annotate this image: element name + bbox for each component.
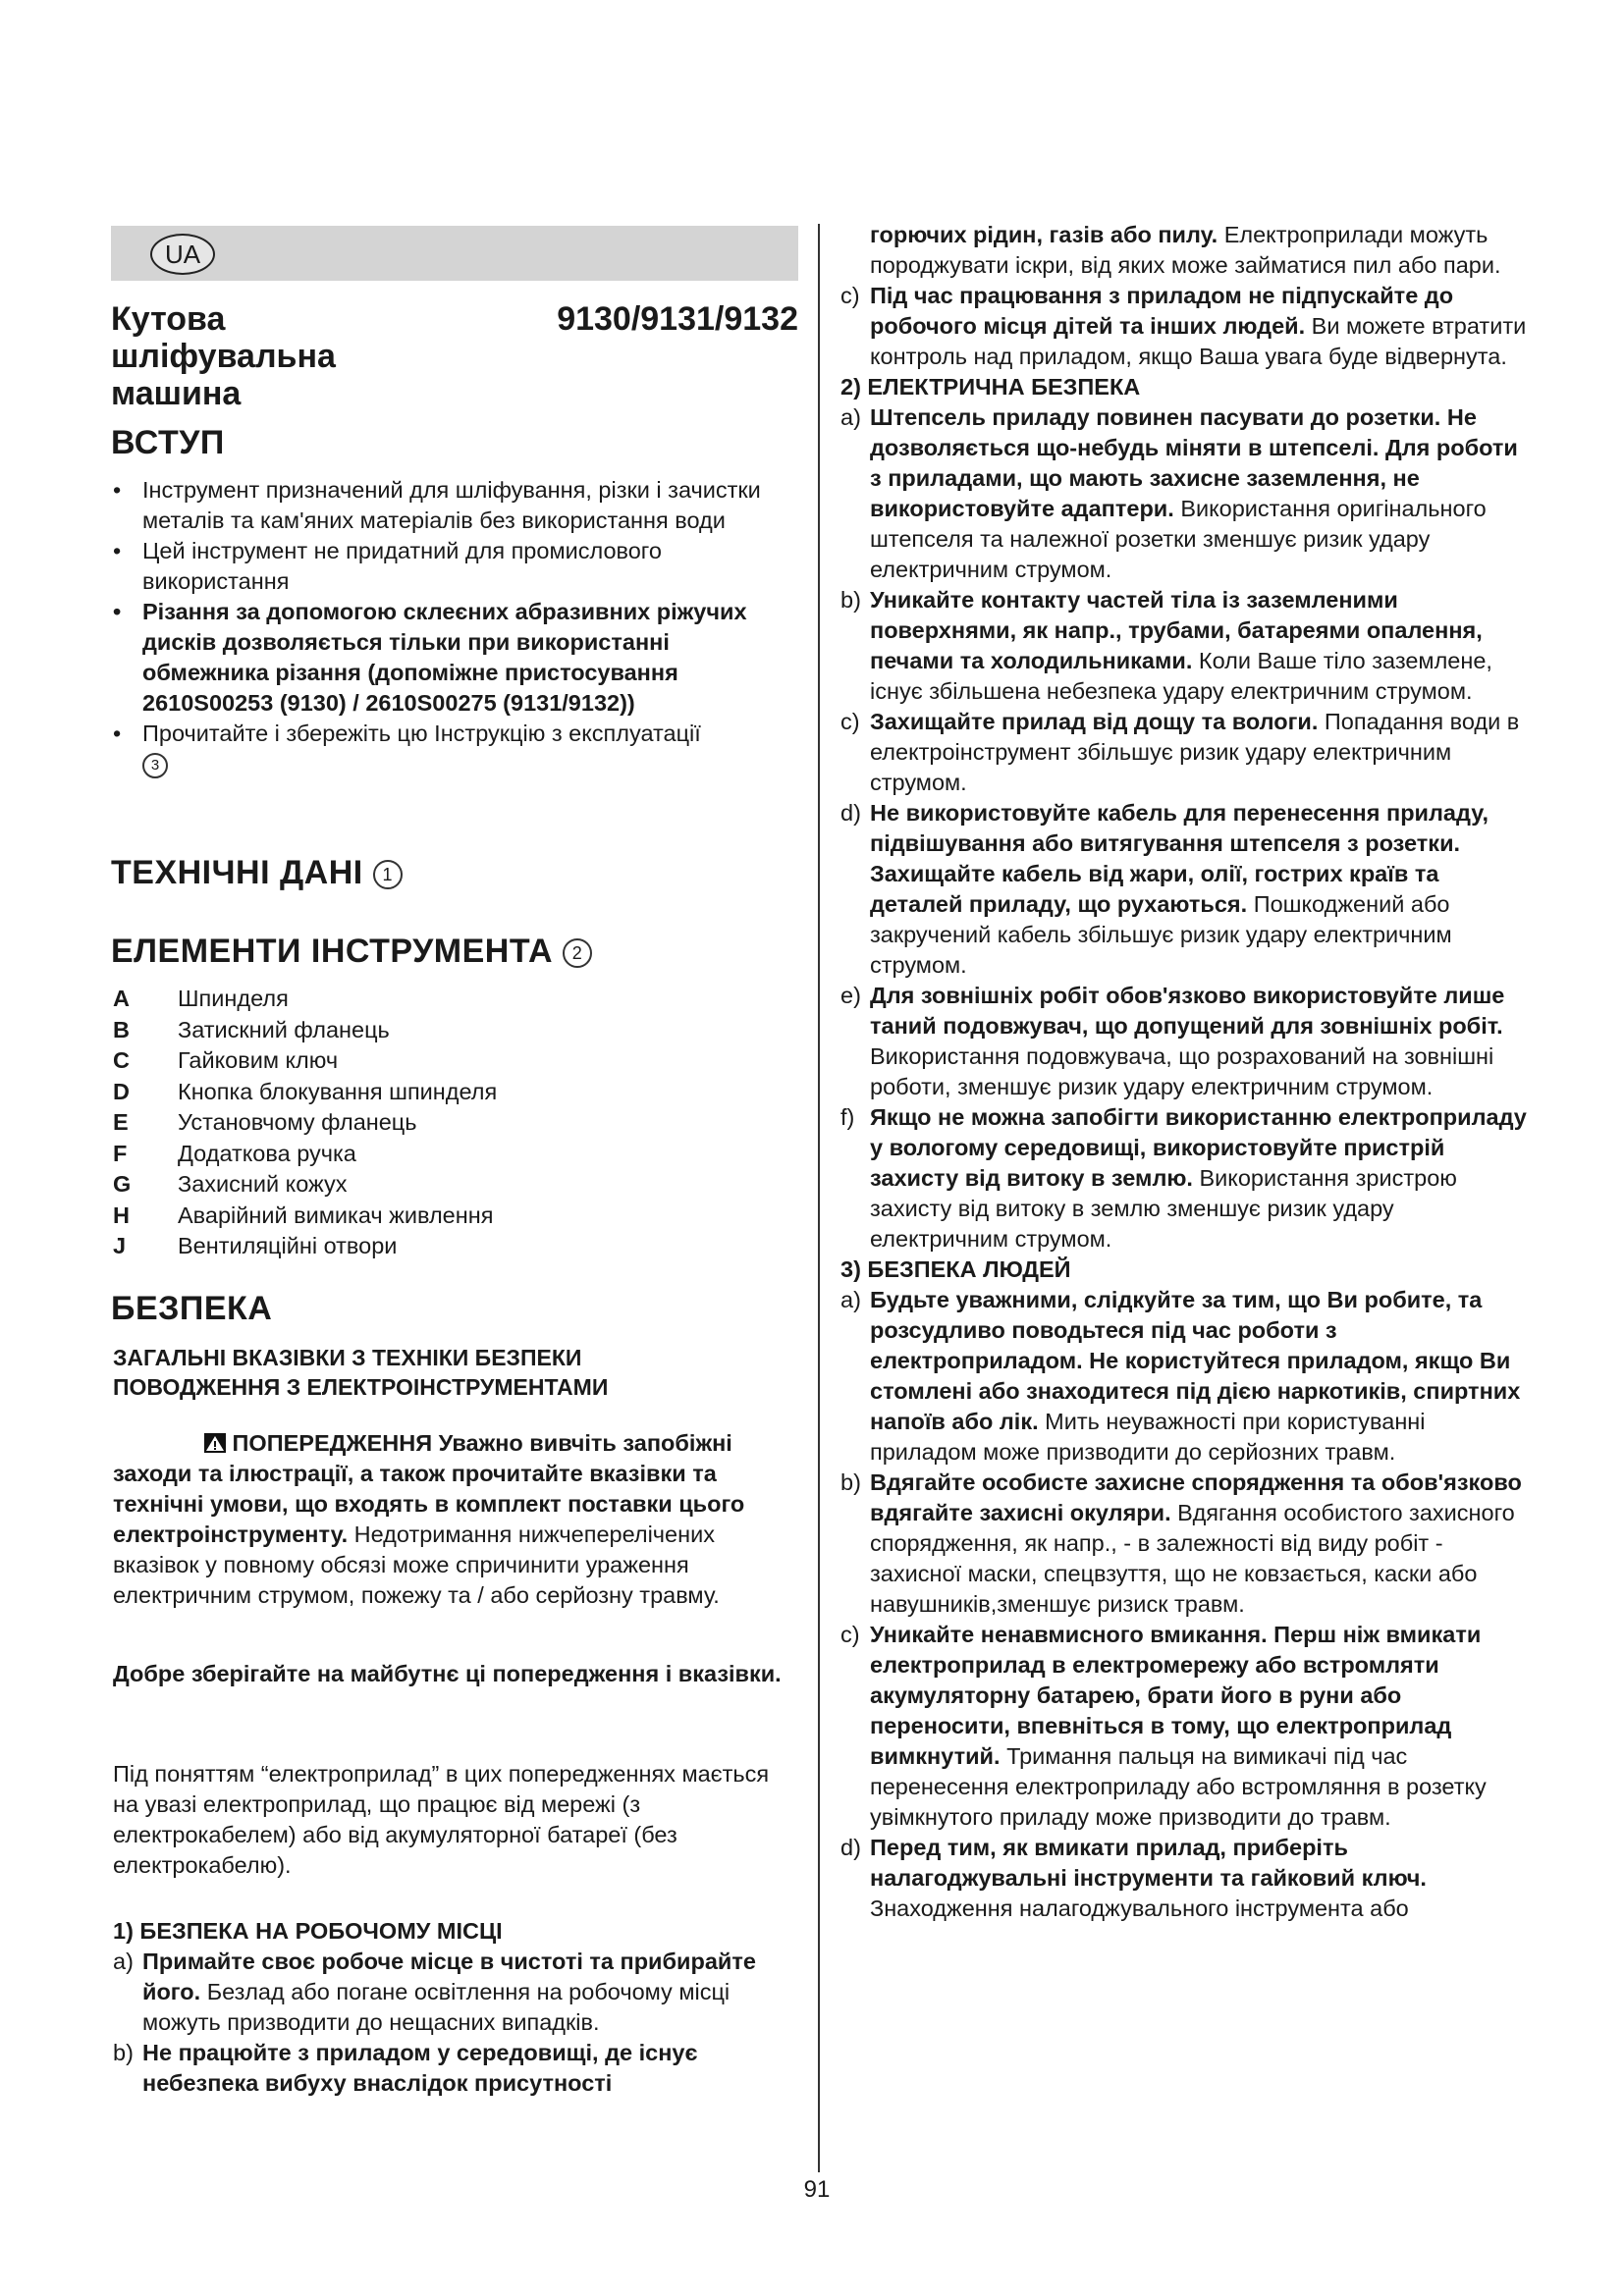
elements-list [113, 984, 790, 1262]
element-item: J Вентиляційні отвори [113, 1233, 398, 1258]
keep-instructions: Добре зберігайте на майбутнє ці попередження і вказівки. [113, 1661, 782, 1686]
tech-data-section [111, 854, 403, 892]
personal-item: b) Вдягайте особисте захисне спорядження та обов'язково вдягайте захисні окуляри. Вдягання особистого захисного спорядження, як напр., - в залежності від виду робіт - захисної маски, спецвзуття, що не ковзається, каски або навушників,зменшує ризиск травм. [840, 1469, 1522, 1617]
elements-section [111, 933, 592, 971]
warning-bold-text: Уважно вивчіть запобіжні заходи та ілюстрації, а також прочитайте вказівки та технічні умови, що входять в комплект поставки цього електроінструменту. [113, 1430, 745, 1547]
figure-ref-1: 1 [373, 860, 403, 889]
definition-text: Під поняттям “електроприлад” в цих попередженнях мається на увазі електроприлад, що працює від мережі (з електрокабелем) або від акумуляторної батареї (без електрокабелю). [113, 1761, 770, 1878]
language-badge: UA [150, 234, 215, 275]
work-area-item-a: a) Примайте своє робоче місце в чистоті та прибирайте його. Безлад або погане освітлення на робочому місці можуть призводити до нещасних випадків. [113, 1949, 756, 2035]
product-name: Кутова шліфувальна машина [111, 300, 336, 412]
column-divider [818, 224, 820, 2172]
personal-item: c) Уникайте ненавмисного вмикання. Перш ніж вмикати електроприлад в електромережу або встромляти акумуляторну батарею, брати його в руни або переносити, впевніться в тому, що електроприлад вимкнутий. Тримання пальця на вимикачі під час перенесення електроприладу або встромляння в розетку увімкнутого приладу може призводити до травм. [840, 1622, 1487, 1830]
element-item: C Гайковим ключ [113, 1047, 339, 1073]
tech-data-heading: ТЕХНІЧНІ ДАНІ [111, 854, 363, 891]
warning-triangle-icon [204, 1433, 226, 1453]
warning-label: ПОПЕРЕДЖЕННЯ [232, 1430, 433, 1456]
element-item: A Шпинделя [113, 986, 289, 1011]
intro-bullets [113, 475, 790, 779]
personal-item: a) Будьте уважними, слідкуйте за тим, що Ви робите, та розсудливо поводьтеся під час роботи з електроприладом. Не користуйтеся приладом, якщо Ви стомлені або знаходитеся під дією наркотиків, спиртних напоїв або лік. Мить неуважності при користуванні приладом може призводити до серйозних травм. [840, 1287, 1521, 1465]
work-area-heading: 1) БЕЗПЕКА НА РОБОЧОМУ МІСЦІ [113, 1918, 503, 1944]
warning-block [113, 1428, 790, 1611]
page-number: 91 [803, 2176, 831, 2203]
element-item: D Кнопка блокування шпинделя [113, 1078, 498, 1104]
electrical-item: d) Не використовуйте кабель для перенесення приладу, підвішування або витягування штепселя з розетки. Захищайте кабель від жари, олії, гострих країв та деталей приладу, що рухаються. Пошкоджений або закручений кабель збільшує ризик удару електричним струмом. [840, 800, 1489, 978]
intro-heading: ВСТУП [111, 424, 225, 461]
elements-heading: ЕЛЕМЕНТИ ІНСТРУМЕНТА [111, 933, 554, 970]
personal-item: d) Перед тим, як вмикати прилад, приберіть налагоджувальні інструменти та гайковий ключ. Знаходження налагоджувального інструмента або [840, 1835, 1427, 1921]
general-safety-heading: ЗАГАЛЬНІ ВКАЗІВКИ З ТЕХНІКИ БЕЗПЕКИ ПОВОДЖЕННЯ З ЕЛЕКТРОІНСТРУМЕНТАМИ [113, 1345, 609, 1400]
intro-bullet: • Інструмент призначений для шліфування, різки і зачистки металів та кам'яних матеріалів без використання води [113, 477, 761, 533]
model-numbers: 9130/9131/9132 [557, 300, 798, 338]
work-area-item-b-part2: горючих рідин, газів або пилу. Електроприлади можуть породжувати іскри, від яких може займатися пил або пари. [870, 222, 1501, 278]
element-item: E Установчому фланець [113, 1109, 417, 1135]
element-item: F Додаткова ручка [113, 1140, 356, 1166]
work-area-item-b-part1: b) Не працюйте з приладом у середовищі, де існує небезпека вибуху внаслідок присутності [113, 2040, 698, 2096]
figure-ref-3: 3 [142, 753, 168, 778]
intro-bullet: • Цей інструмент не придатний для промислового використання [113, 538, 662, 594]
header-bar [111, 226, 798, 281]
personal-heading: 3) БЕЗПЕКА ЛЮДЕЙ [840, 1256, 1071, 1282]
electrical-item: a) Штепсель приладу повинен пасувати до розетки. Не дозволяється що-небудь міняти в штепселі. Для роботи з приладами, що мають захисне заземлення, не використовуйте адаптери. Використання оригінального штепселя та належної розетки зменшує ризик удару електричним струмом. [840, 404, 1518, 582]
figure-ref-2: 2 [563, 938, 592, 968]
electrical-item: c) Захищайте прилад від дощу та вологи. Попадання води в електроінструмент збільшує ризик удару електричним струмом. [840, 709, 1520, 795]
element-item: B Затискний фланець [113, 1016, 390, 1042]
electrical-list [840, 402, 1528, 1255]
intro-bullet: • Різання за допомогою склеєних абразивних ріжучих дисків дозволяється тільки при використанні обмежника різання (допоміжне пристосування 2610S00253 (9130) / 2610S00275 (9131/9132)) [113, 599, 747, 716]
safety-heading: БЕЗПЕКА [111, 1290, 273, 1327]
product-title [111, 300, 798, 412]
work-area-section [113, 1916, 790, 2099]
electrical-heading: 2) ЕЛЕКТРИЧНА БЕЗПЕКА [840, 374, 1141, 400]
electrical-item: b) Уникайте контакту частей тіла із заземленими поверхнями, як напр., трубами, батареями опалення, печами та холодильниками. Коли Ваше тіло заземлене, існує збільшена небезпека удару електричним струмом. [840, 587, 1492, 704]
warning-text: Недотримання нижчеперелічених вказівок у повному обсязі може спричинити ураження електричним струмом, пожежу та / або серйозну травму. [113, 1522, 720, 1608]
element-item: H Аварійний вимикач живлення [113, 1201, 494, 1228]
intro-section [111, 424, 798, 462]
personal-list [840, 1285, 1528, 1924]
intro-bullet: • Прочитайте і збережіть цю Інструкцію з експлуатації 3 [113, 719, 790, 779]
electrical-item: e) Для зовнішніх робіт обов'язково використовуйте лише таний подовжувач, що допущений для зовнішніх робіт. Використання подовжувача, що розрахований на зовнішні роботи, зменшує ризик удару електричним струмом. [840, 983, 1505, 1099]
work-area-item-c: c) Під час працювання з приладом не підпускайте до робочого місця дітей та інших людей. Ви можете втратити контроль над приладом, якщо Ваша увага буде відвернута. [840, 283, 1527, 369]
electrical-item: f) Якщо не можна запобігти використанню електроприладу у вологому середовищі, використовуйте пристрій захисту від витоку в землю. Використання зристрою захисту від витоку в землю зменшує ризик удару електричним струмом. [840, 1104, 1527, 1252]
right-column [840, 220, 1528, 1924]
safety-section [111, 1290, 272, 1328]
element-item: G Захисний кожух [113, 1171, 348, 1197]
